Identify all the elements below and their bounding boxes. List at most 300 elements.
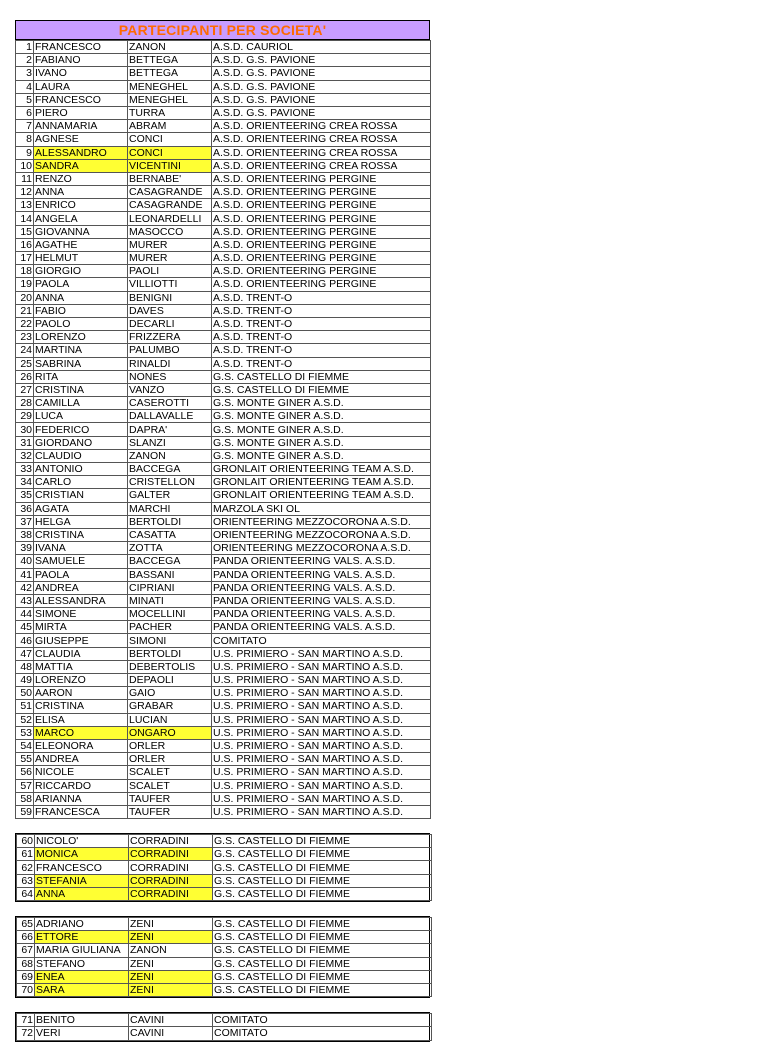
club-cell: ORIENTEERING MEZZOCORONA A.S.D. <box>212 515 431 528</box>
first-name-cell: BENITO <box>35 1014 129 1027</box>
last-name-cell: LUCIAN <box>128 713 212 726</box>
table-row <box>16 54 431 67</box>
first-name-cell: ADRIANO <box>35 918 129 931</box>
table-row <box>16 146 431 159</box>
table-row <box>16 265 431 278</box>
first-name-cell: STEFANIA <box>35 874 129 887</box>
row-number-cell: 57 <box>16 779 34 792</box>
club-cell: G.S. MONTE GINER A.S.D. <box>212 410 431 423</box>
row-number-cell: 24 <box>16 344 34 357</box>
last-name-cell: CASAGRANDE <box>128 186 212 199</box>
club-cell: A.S.D. ORIENTEERING PERGINE <box>212 265 431 278</box>
club-cell: PANDA ORIENTEERING VALS. A.S.D. <box>212 621 431 634</box>
first-name-cell: IVANO <box>34 67 128 80</box>
first-name-cell: ENEA <box>35 970 129 983</box>
table-row <box>16 542 431 555</box>
table-row <box>17 983 432 996</box>
last-name-cell: NONES <box>128 370 212 383</box>
first-name-cell: NICOLE <box>34 766 128 779</box>
last-name-cell: ZENI <box>129 970 213 983</box>
club-cell: A.S.D. ORIENTEERING PERGINE <box>212 278 431 291</box>
last-name-cell: CAVINI <box>129 1014 213 1027</box>
last-name-cell: VILLIOTTI <box>128 278 212 291</box>
row-number-cell: 7 <box>16 120 34 133</box>
club-cell: MARZOLA SKI OL <box>212 502 431 515</box>
last-name-cell: MARCHI <box>128 502 212 515</box>
first-name-cell: ARIANNA <box>34 792 128 805</box>
first-name-cell: RITA <box>34 370 128 383</box>
table-row <box>16 159 431 172</box>
last-name-cell: MURER <box>128 252 212 265</box>
first-name-cell: LAURA <box>34 80 128 93</box>
club-cell: A.S.D. ORIENTEERING PERGINE <box>212 186 431 199</box>
table-row <box>17 957 432 970</box>
last-name-cell: CASATTA <box>128 528 212 541</box>
table-row <box>16 120 431 133</box>
table-row <box>16 278 431 291</box>
first-name-cell: ANGELA <box>34 212 128 225</box>
row-number-cell: 65 <box>17 918 35 931</box>
club-cell: PANDA ORIENTEERING VALS. A.S.D. <box>212 568 431 581</box>
row-number-cell: 42 <box>16 581 34 594</box>
first-name-cell: CRISTINA <box>34 383 128 396</box>
row-number-cell: 1 <box>16 41 34 54</box>
club-cell: G.S. CASTELLO DI FIEMME <box>213 887 432 900</box>
table-row <box>17 887 432 900</box>
participants-table <box>16 834 432 901</box>
row-number-cell: 22 <box>16 317 34 330</box>
first-name-cell: ANNA <box>34 291 128 304</box>
club-cell: U.S. PRIMIERO - SAN MARTINO A.S.D. <box>212 674 431 687</box>
row-number-cell: 39 <box>16 542 34 555</box>
participants-table <box>16 917 432 997</box>
participants-block <box>15 833 430 902</box>
row-number-cell: 25 <box>16 357 34 370</box>
participants-block <box>15 1012 430 1041</box>
table-row <box>16 568 431 581</box>
row-number-cell: 30 <box>16 423 34 436</box>
last-name-cell: ORLER <box>128 739 212 752</box>
club-cell: G.S. CASTELLO DI FIEMME <box>213 983 432 996</box>
table-row <box>16 41 431 54</box>
table-row <box>16 805 431 818</box>
row-number-cell: 12 <box>16 186 34 199</box>
first-name-cell: CLAUDIO <box>34 449 128 462</box>
last-name-cell: DAVES <box>128 304 212 317</box>
club-cell: U.S. PRIMIERO - SAN MARTINO A.S.D. <box>212 739 431 752</box>
first-name-cell: RENZO <box>34 172 128 185</box>
first-name-cell: ANNA <box>35 887 129 900</box>
last-name-cell: LEONARDELLI <box>128 212 212 225</box>
first-name-cell: FRANCESCO <box>34 93 128 106</box>
table-row <box>16 726 431 739</box>
last-name-cell: ORLER <box>128 753 212 766</box>
last-name-cell: DEPAOLI <box>128 674 212 687</box>
first-name-cell: CARLO <box>34 476 128 489</box>
row-number-cell: 6 <box>16 106 34 119</box>
first-name-cell: SABRINA <box>34 357 128 370</box>
last-name-cell: VANZO <box>128 383 212 396</box>
club-cell: G.S. CASTELLO DI FIEMME <box>213 835 432 848</box>
row-number-cell: 41 <box>16 568 34 581</box>
club-cell: A.S.D. ORIENTEERING CREA ROSSA <box>212 120 431 133</box>
row-number-cell: 49 <box>16 674 34 687</box>
table-row <box>16 238 431 251</box>
table-row <box>16 291 431 304</box>
last-name-cell: MURER <box>128 238 212 251</box>
first-name-cell: MONICA <box>35 848 129 861</box>
row-number-cell: 70 <box>17 983 35 996</box>
row-number-cell: 29 <box>16 410 34 423</box>
table-row <box>16 317 431 330</box>
table-row <box>16 674 431 687</box>
row-number-cell: 59 <box>16 805 34 818</box>
row-number-cell: 35 <box>16 489 34 502</box>
row-number-cell: 54 <box>16 739 34 752</box>
club-cell: U.S. PRIMIERO - SAN MARTINO A.S.D. <box>212 753 431 766</box>
club-cell: A.S.D. G.S. PAVIONE <box>212 93 431 106</box>
first-name-cell: CRISTINA <box>34 528 128 541</box>
table-row <box>16 370 431 383</box>
last-name-cell: BERTOLDI <box>128 515 212 528</box>
table-row <box>16 594 431 607</box>
club-cell: U.S. PRIMIERO - SAN MARTINO A.S.D. <box>212 726 431 739</box>
last-name-cell: TAUFER <box>128 792 212 805</box>
table-row <box>16 515 431 528</box>
last-name-cell: ZOTTA <box>128 542 212 555</box>
participants-blocks <box>15 40 430 1042</box>
row-number-cell: 47 <box>16 647 34 660</box>
row-number-cell: 52 <box>16 713 34 726</box>
last-name-cell: DALLAVALLE <box>128 410 212 423</box>
row-number-cell: 51 <box>16 700 34 713</box>
last-name-cell: DAPRA' <box>128 423 212 436</box>
club-cell: PANDA ORIENTEERING VALS. A.S.D. <box>212 555 431 568</box>
row-number-cell: 15 <box>16 225 34 238</box>
first-name-cell: PAOLO <box>34 317 128 330</box>
table-row <box>16 172 431 185</box>
club-cell: PANDA ORIENTEERING VALS. A.S.D. <box>212 594 431 607</box>
last-name-cell: TURRA <box>128 106 212 119</box>
last-name-cell: CRISTELLON <box>128 476 212 489</box>
club-cell: G.S. MONTE GINER A.S.D. <box>212 436 431 449</box>
club-cell: U.S. PRIMIERO - SAN MARTINO A.S.D. <box>212 779 431 792</box>
first-name-cell: ANDREA <box>34 581 128 594</box>
first-name-cell: FEDERICO <box>34 423 128 436</box>
last-name-cell: BENIGNI <box>128 291 212 304</box>
club-cell: A.S.D. TRENT-O <box>212 317 431 330</box>
row-number-cell: 5 <box>16 93 34 106</box>
table-row <box>16 463 431 476</box>
row-number-cell: 19 <box>16 278 34 291</box>
last-name-cell: SCALET <box>128 766 212 779</box>
last-name-cell: ZANON <box>128 449 212 462</box>
table-row <box>16 80 431 93</box>
table-row <box>16 410 431 423</box>
first-name-cell: AGATA <box>34 502 128 515</box>
table-row <box>16 792 431 805</box>
row-number-cell: 71 <box>17 1014 35 1027</box>
first-name-cell: HELGA <box>34 515 128 528</box>
last-name-cell: ABRAM <box>128 120 212 133</box>
first-name-cell: CRISTINA <box>34 700 128 713</box>
first-name-cell: RICCARDO <box>34 779 128 792</box>
club-cell: A.S.D. TRENT-O <box>212 331 431 344</box>
first-name-cell: AGATHE <box>34 238 128 251</box>
club-cell: ORIENTEERING MEZZOCORONA A.S.D. <box>212 528 431 541</box>
club-cell: U.S. PRIMIERO - SAN MARTINO A.S.D. <box>212 805 431 818</box>
table-row <box>17 861 432 874</box>
table-row <box>16 502 431 515</box>
table-row <box>16 555 431 568</box>
table-row <box>16 700 431 713</box>
table-row <box>17 874 432 887</box>
club-cell: A.S.D. TRENT-O <box>212 304 431 317</box>
last-name-cell: ZENI <box>129 918 213 931</box>
table-row <box>16 581 431 594</box>
first-name-cell: LUCA <box>34 410 128 423</box>
club-cell: A.S.D. TRENT-O <box>212 291 431 304</box>
row-number-cell: 27 <box>16 383 34 396</box>
row-number-cell: 2 <box>16 54 34 67</box>
first-name-cell: MARTINA <box>34 344 128 357</box>
club-cell: G.S. CASTELLO DI FIEMME <box>213 931 432 944</box>
row-number-cell: 67 <box>17 944 35 957</box>
first-name-cell: CRISTIAN <box>34 489 128 502</box>
table-row <box>16 199 431 212</box>
last-name-cell: ZENI <box>129 957 213 970</box>
first-name-cell: AGNESE <box>34 133 128 146</box>
last-name-cell: MENEGHEL <box>128 93 212 106</box>
last-name-cell: CORRADINI <box>129 874 213 887</box>
first-name-cell: GIORGIO <box>34 265 128 278</box>
club-cell: PANDA ORIENTEERING VALS. A.S.D. <box>212 581 431 594</box>
row-number-cell: 45 <box>16 621 34 634</box>
row-number-cell: 18 <box>16 265 34 278</box>
first-name-cell: HELMUT <box>34 252 128 265</box>
last-name-cell: GAIO <box>128 687 212 700</box>
club-cell: A.S.D. ORIENTEERING CREA ROSSA <box>212 133 431 146</box>
first-name-cell: FABIO <box>34 304 128 317</box>
last-name-cell: GRABAR <box>128 700 212 713</box>
table-row <box>16 397 431 410</box>
first-name-cell: FRANCESCA <box>34 805 128 818</box>
table-row <box>16 621 431 634</box>
table-row <box>16 476 431 489</box>
last-name-cell: ZANON <box>128 41 212 54</box>
table-row <box>16 779 431 792</box>
last-name-cell: TAUFER <box>128 805 212 818</box>
last-name-cell: CORRADINI <box>129 887 213 900</box>
last-name-cell: CORRADINI <box>129 861 213 874</box>
table-row <box>17 970 432 983</box>
table-row <box>16 304 431 317</box>
last-name-cell: CONCI <box>128 133 212 146</box>
row-number-cell: 33 <box>16 463 34 476</box>
club-cell: G.S. CASTELLO DI FIEMME <box>213 918 432 931</box>
row-number-cell: 23 <box>16 331 34 344</box>
table-row <box>16 436 431 449</box>
table-row <box>16 93 431 106</box>
last-name-cell: SIMONI <box>128 634 212 647</box>
last-name-cell: PACHER <box>128 621 212 634</box>
last-name-cell: BERNABE' <box>128 172 212 185</box>
row-number-cell: 68 <box>17 957 35 970</box>
table-row <box>16 67 431 80</box>
table-row <box>17 1014 432 1027</box>
club-cell: A.S.D. G.S. PAVIONE <box>212 54 431 67</box>
first-name-cell: ALESSANDRA <box>34 594 128 607</box>
table-row <box>17 1027 432 1040</box>
club-cell: A.S.D. ORIENTEERING CREA ROSSA <box>212 159 431 172</box>
club-cell: G.S. MONTE GINER A.S.D. <box>212 397 431 410</box>
club-cell: G.S. CASTELLO DI FIEMME <box>212 383 431 396</box>
table-row <box>16 357 431 370</box>
table-row <box>16 423 431 436</box>
club-cell: G.S. CASTELLO DI FIEMME <box>213 957 432 970</box>
last-name-cell: DECARLI <box>128 317 212 330</box>
last-name-cell: DEBERTOLIS <box>128 660 212 673</box>
table-row <box>16 608 431 621</box>
block-gap <box>15 819 430 833</box>
table-row <box>16 660 431 673</box>
club-cell: GRONLAIT ORIENTEERING TEAM A.S.D. <box>212 476 431 489</box>
first-name-cell: LORENZO <box>34 331 128 344</box>
first-name-cell: SARA <box>35 983 129 996</box>
last-name-cell: PALUMBO <box>128 344 212 357</box>
first-name-cell: SAMUELE <box>34 555 128 568</box>
row-number-cell: 38 <box>16 528 34 541</box>
first-name-cell: GIORDANO <box>34 436 128 449</box>
row-number-cell: 36 <box>16 502 34 515</box>
block-gap <box>15 998 430 1012</box>
row-number-cell: 4 <box>16 80 34 93</box>
club-cell: COMITATO <box>213 1014 432 1027</box>
club-cell: U.S. PRIMIERO - SAN MARTINO A.S.D. <box>212 700 431 713</box>
row-number-cell: 13 <box>16 199 34 212</box>
club-cell: A.S.D. CAURIOL <box>212 41 431 54</box>
club-cell: A.S.D. TRENT-O <box>212 344 431 357</box>
table-row <box>16 225 431 238</box>
club-cell: COMITATO <box>213 1027 432 1040</box>
club-cell: ORIENTEERING MEZZOCORONA A.S.D. <box>212 542 431 555</box>
club-cell: A.S.D. ORIENTEERING PERGINE <box>212 212 431 225</box>
participants-block <box>15 916 430 998</box>
club-cell: G.S. CASTELLO DI FIEMME <box>213 874 432 887</box>
last-name-cell: PAOLI <box>128 265 212 278</box>
table-row <box>16 449 431 462</box>
last-name-cell: GALTER <box>128 489 212 502</box>
club-cell: A.S.D. ORIENTEERING PERGINE <box>212 172 431 185</box>
table-row <box>16 766 431 779</box>
last-name-cell: BERTOLDI <box>128 647 212 660</box>
participants-sheet <box>15 20 430 1042</box>
row-number-cell: 31 <box>16 436 34 449</box>
row-number-cell: 32 <box>16 449 34 462</box>
last-name-cell: RINALDI <box>128 357 212 370</box>
first-name-cell: AARON <box>34 687 128 700</box>
first-name-cell: LORENZO <box>34 674 128 687</box>
last-name-cell: FRIZZERA <box>128 331 212 344</box>
last-name-cell: SLANZI <box>128 436 212 449</box>
row-number-cell: 8 <box>16 133 34 146</box>
last-name-cell: CASEROTTI <box>128 397 212 410</box>
row-number-cell: 64 <box>17 887 35 900</box>
row-number-cell: 34 <box>16 476 34 489</box>
row-number-cell: 43 <box>16 594 34 607</box>
participants-table <box>16 1013 432 1040</box>
last-name-cell: VICENTINI <box>128 159 212 172</box>
club-cell: U.S. PRIMIERO - SAN MARTINO A.S.D. <box>212 660 431 673</box>
last-name-cell: ZENI <box>129 931 213 944</box>
first-name-cell: CAMILLA <box>34 397 128 410</box>
club-cell: U.S. PRIMIERO - SAN MARTINO A.S.D. <box>212 687 431 700</box>
club-cell: G.S. CASTELLO DI FIEMME <box>213 970 432 983</box>
club-cell: COMITATO <box>212 634 431 647</box>
row-number-cell: 3 <box>16 67 34 80</box>
first-name-cell: ELEONORA <box>34 739 128 752</box>
table-row <box>16 647 431 660</box>
row-number-cell: 37 <box>16 515 34 528</box>
row-number-cell: 40 <box>16 555 34 568</box>
table-row <box>16 528 431 541</box>
sheet-title: PARTECIPANTI PER SOCIETA' <box>15 20 430 40</box>
club-cell: PANDA ORIENTEERING VALS. A.S.D. <box>212 608 431 621</box>
club-cell: G.S. CASTELLO DI FIEMME <box>213 848 432 861</box>
row-number-cell: 10 <box>16 159 34 172</box>
last-name-cell: BACCEGA <box>128 463 212 476</box>
participants-table <box>15 40 431 819</box>
first-name-cell: SIMONE <box>34 608 128 621</box>
club-cell: A.S.D. ORIENTEERING PERGINE <box>212 238 431 251</box>
table-row <box>16 687 431 700</box>
row-number-cell: 61 <box>17 848 35 861</box>
last-name-cell: BASSANI <box>128 568 212 581</box>
table-row <box>16 383 431 396</box>
row-number-cell: 16 <box>16 238 34 251</box>
table-row <box>16 344 431 357</box>
first-name-cell: GIUSEPPE <box>34 634 128 647</box>
first-name-cell: MARCO <box>34 726 128 739</box>
row-number-cell: 63 <box>17 874 35 887</box>
row-number-cell: 72 <box>17 1027 35 1040</box>
first-name-cell: ALESSANDRO <box>34 146 128 159</box>
last-name-cell: CAVINI <box>129 1027 213 1040</box>
last-name-cell: BETTEGA <box>128 67 212 80</box>
club-cell: U.S. PRIMIERO - SAN MARTINO A.S.D. <box>212 713 431 726</box>
table-row <box>16 252 431 265</box>
row-number-cell: 20 <box>16 291 34 304</box>
table-row <box>17 835 432 848</box>
row-number-cell: 48 <box>16 660 34 673</box>
last-name-cell: BACCEGA <box>128 555 212 568</box>
row-number-cell: 21 <box>16 304 34 317</box>
club-cell: A.S.D. ORIENTEERING PERGINE <box>212 199 431 212</box>
table-row <box>17 944 432 957</box>
first-name-cell: ANNAMARIA <box>34 120 128 133</box>
table-row <box>16 106 431 119</box>
last-name-cell: ZANON <box>129 944 213 957</box>
first-name-cell: PIERO <box>34 106 128 119</box>
club-cell: A.S.D. G.S. PAVIONE <box>212 80 431 93</box>
first-name-cell: FRANCESCO <box>34 41 128 54</box>
club-cell: U.S. PRIMIERO - SAN MARTINO A.S.D. <box>212 647 431 660</box>
first-name-cell: MARIA GIULIANA <box>35 944 129 957</box>
first-name-cell: ANTONIO <box>34 463 128 476</box>
table-row <box>16 489 431 502</box>
first-name-cell: FABIANO <box>34 54 128 67</box>
club-cell: G.S. CASTELLO DI FIEMME <box>212 370 431 383</box>
